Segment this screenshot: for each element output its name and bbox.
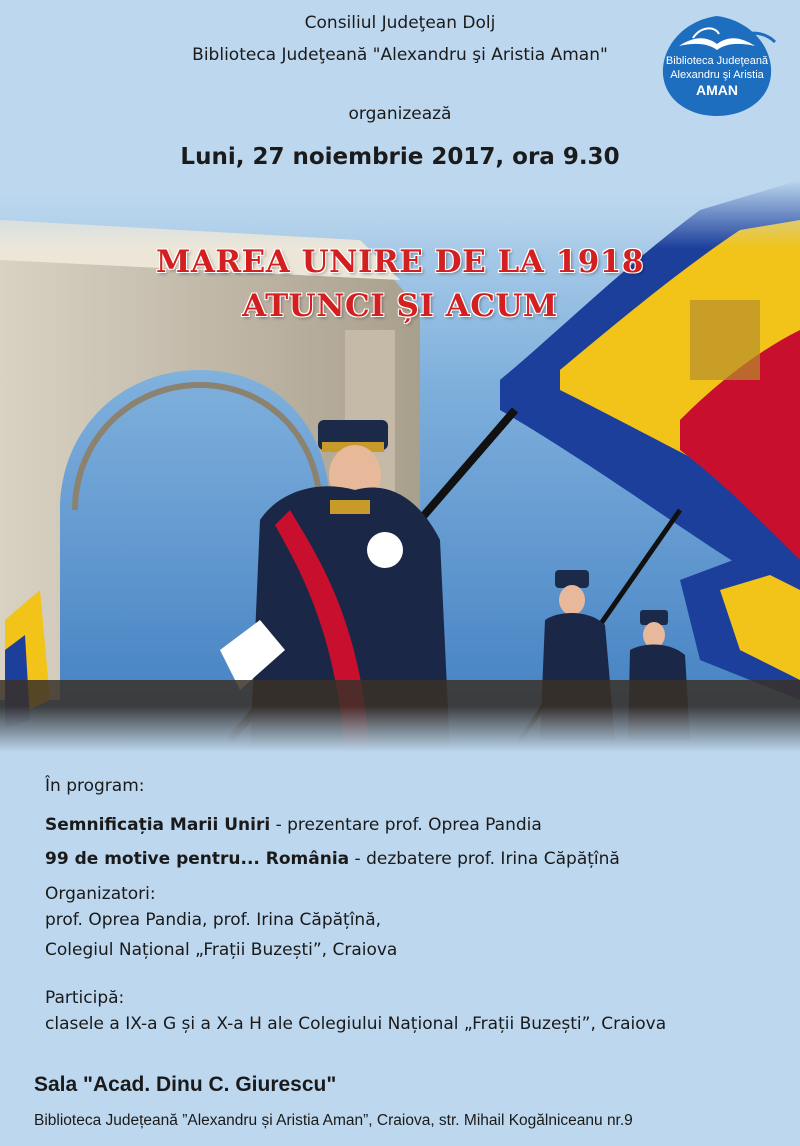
program-item-title: Semnificația Marii Uniri (45, 815, 271, 835)
library-name: Biblioteca Judeţeană "Alexandru şi Aristia Aman" (192, 45, 608, 65)
organizers-line1: prof. Oprea Pandia, prof. Irina Căpățînă, (45, 910, 382, 930)
event-title-line2: ATUNCI ȘI ACUM (242, 288, 558, 324)
program-item-title: 99 de motive pentru... România (45, 849, 350, 869)
program-item-detail: - dezbatere prof. Irina Căpățînă (349, 849, 620, 869)
venue-title: Sala "Acad. Dinu C. Giurescu" (34, 1073, 337, 1096)
participants-label: Participă: (45, 988, 125, 1008)
county-council-name: Consiliul Judeţean Dolj (304, 13, 496, 33)
participants-line: clasele a IX-a G și a X-a H ale Colegiului Național „Frații Buzești”, Craiova (45, 1014, 667, 1034)
organizer-verb: organizează (348, 104, 452, 124)
program-item (45, 815, 542, 835)
program-item-detail: - prezentare prof. Oprea Pandia (270, 815, 542, 835)
program-item (45, 849, 620, 869)
organizers-label: Organizatori: (45, 884, 156, 904)
logo-text-line3: AMAN (696, 82, 738, 98)
library-logo (657, 12, 777, 120)
organizers-line2: Colegiul Național „Frații Buzești”, Craiova (45, 940, 398, 960)
event-date-time: Luni, 27 noiembrie 2017, ora 9.30 (180, 144, 620, 170)
event-title-line1: MAREA UNIRE DE LA 1918 (156, 244, 644, 280)
venue-address: Biblioteca Județeană ”Alexandru și Aristia Aman”, Craiova, str. Mihail Kogălniceanu nr.9 (34, 1112, 633, 1129)
logo-text-line2: Alexandru şi Aristia (670, 69, 764, 81)
program-label: În program: (45, 776, 145, 796)
logo-text-line1: Biblioteca Judeţeană (665, 55, 769, 67)
